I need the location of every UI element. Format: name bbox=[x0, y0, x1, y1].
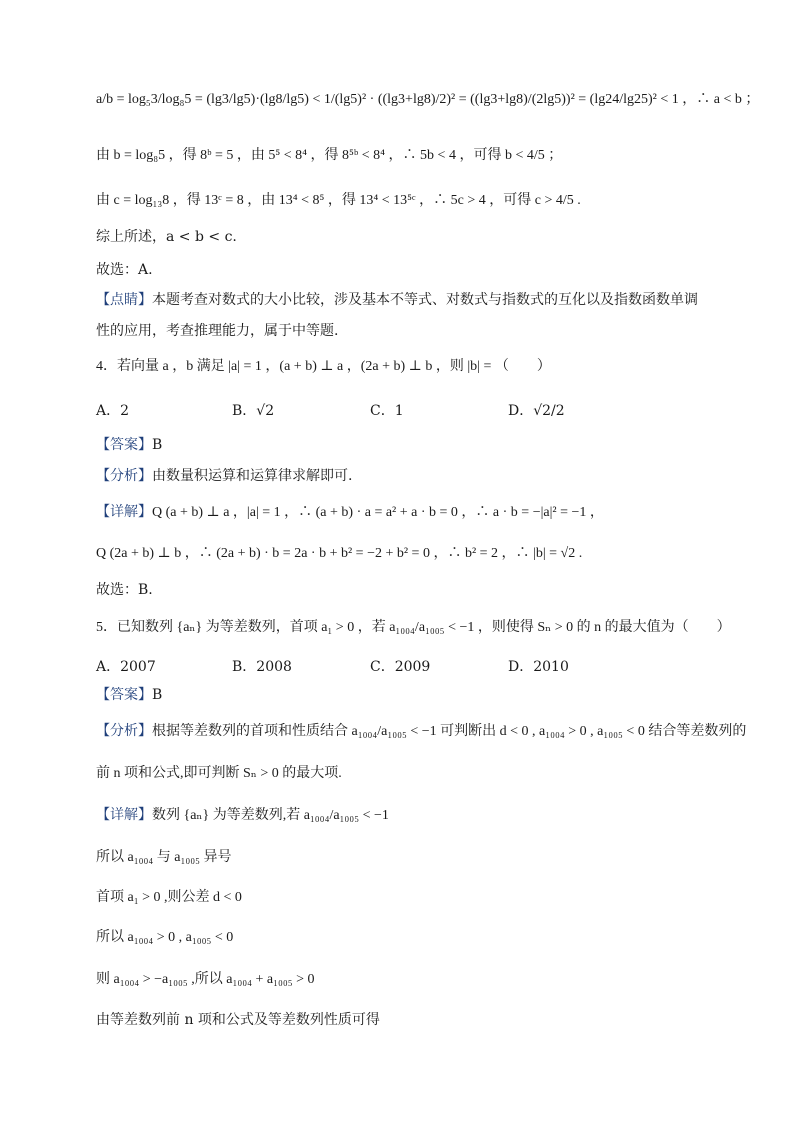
answer-value: B bbox=[152, 687, 163, 703]
analysis-text: 由数量积运算和运算律求解即可. bbox=[152, 468, 353, 484]
analysis-line bbox=[96, 468, 734, 485]
option-b: B．√2 bbox=[232, 403, 275, 419]
text-line: 首项 a₁ > 0 ,则公差 d < 0 bbox=[96, 890, 242, 905]
answer-value: B bbox=[152, 437, 163, 453]
analysis-tag: 【分析】 bbox=[96, 468, 152, 484]
analysis-tag: 【分析】 bbox=[96, 724, 152, 739]
text-line: a/b = log₅3/log₈5 = (lg3/lg5)·(lg8/lg5) < 1/(lg5)² · ((lg3+lg8)/2)² = ((lg3+lg8)/(2lg5))² = (lg24/lg25)² < 1 ，∴ a < b ； bbox=[96, 92, 760, 107]
question-5: 5．已知数列 {aₙ} 为等差数列，首项 a₁ > 0 ，若 a₁₀₀₄/a₁₀₀₅ < −1 ，则使得 Sₙ > 0 的 n 的最大值为（ ） bbox=[96, 620, 731, 635]
detail-line bbox=[96, 808, 734, 825]
text-line: Q (2a + b) ⊥ b ，∴ (2a + b) · b = 2a · b + b² = −2 + b² = 0 ，∴ b² = 2 ，∴ |b| = √2 . bbox=[96, 546, 583, 561]
text-line: 综上所述，a < b < c. bbox=[96, 229, 237, 245]
answer-tag: 【答案】 bbox=[96, 437, 152, 453]
answer-line bbox=[96, 437, 734, 454]
option-a: A．2 bbox=[96, 403, 130, 419]
answer-line bbox=[96, 687, 734, 704]
detail-text: 数列 {aₙ} 为等差数列,若 a₁₀₀₄/a₁₀₀₅ < −1 bbox=[152, 808, 389, 823]
question-4: 4．若向量 a ，b 满足 |a| = 1 ，(a + b) ⊥ a ，(2a + b) ⊥ b ，则 |b| = （ ） bbox=[96, 359, 551, 374]
analysis-text: 根据等差数列的首项和性质结合 a₁₀₀₄/a₁₀₀₅ < −1 可判断出 d < 0 , a₁₀₀₄ > 0 , a₁₀₀₅ < 0 结合等差数列的 bbox=[152, 724, 747, 739]
detail-text: Q (a + b) ⊥ a ，|a| = 1 ，∴ (a + b) · a = a² + a · b = 0 ，∴ a · b = −|a|² = −1 ， bbox=[152, 505, 604, 520]
answer-tag: 【答案】 bbox=[96, 687, 152, 703]
option-a: A．2007 bbox=[96, 659, 156, 675]
text-line: 故选：B. bbox=[96, 582, 153, 598]
option-c: C．2009 bbox=[370, 659, 431, 675]
remark-line bbox=[96, 292, 734, 309]
text-line: 由等差数列前 n 项和公式及等差数列性质可得 bbox=[96, 1012, 380, 1028]
text-line: 所以 a₁₀₀₄ > 0 , a₁₀₀₅ < 0 bbox=[96, 930, 234, 945]
text-line: 由 c = log₁₃8 ，得 13ᶜ = 8 ，由 13⁴ < 8⁵ ，得 13⁴ < 13⁵ᶜ ，∴ 5c > 4 ，可得 c > 4/5 . bbox=[96, 193, 581, 208]
text-line: 所以 a₁₀₀₄ 与 a₁₀₀₅ 异号 bbox=[96, 850, 232, 865]
option-d: D．√2/2 bbox=[508, 403, 565, 419]
analysis-line bbox=[96, 724, 747, 741]
text-line: 前 n 项和公式,即可判断 Sₙ > 0 的最大项. bbox=[96, 766, 342, 781]
text-line: 则 a₁₀₀₄ > −a₁₀₀₅ ,所以 a₁₀₀₄ + a₁₀₀₅ > 0 bbox=[96, 972, 315, 987]
text-line: 故选：A. bbox=[96, 262, 153, 278]
remark-tag: 【点睛】 bbox=[96, 292, 152, 308]
detail-line bbox=[96, 505, 734, 522]
option-d: D．2010 bbox=[508, 659, 569, 675]
text-line: 性的应用，考查推理能力，属于中等题. bbox=[96, 323, 339, 339]
option-c: C．1 bbox=[370, 403, 404, 419]
detail-tag: 【详解】 bbox=[96, 505, 152, 520]
detail-tag: 【详解】 bbox=[96, 808, 152, 823]
text-line: 由 b = log₈5 ，得 8ᵇ = 5 ，由 5⁵ < 8⁴ ，得 8⁵ᵇ < 8⁴ ，∴ 5b < 4 ，可得 b < 4/5 ； bbox=[96, 148, 563, 163]
option-b: B．2008 bbox=[232, 659, 292, 675]
remark-text: 本题考查对数式的大小比较，涉及基本不等式、对数式与指数式的互化以及指数函数单调 bbox=[152, 292, 698, 308]
